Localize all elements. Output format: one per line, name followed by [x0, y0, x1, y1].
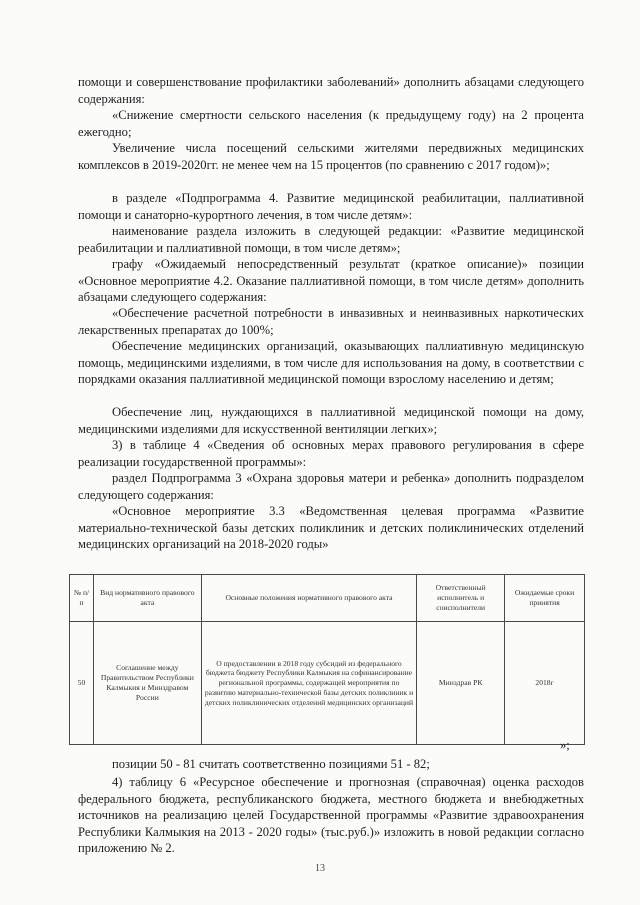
- table-row: [70, 622, 585, 745]
- cell-deadline: 2018г: [505, 622, 585, 745]
- paragraph-6: графу «Ожидаемый непосредственный результат (краткое описание)» позиции «Основное мероприятие 4.2. Оказание паллиативной помощи, в том числе детям» дополнить абзацами следующего содержания:: [78, 257, 584, 304]
- paragraph-8: Обеспечение медицинских организаций, оказывающих паллиативную медицинскую помощь, медицинскими изделиями, в том числе для использования на дому, в соответствии с порядками оказания паллиативной медицинской помощи взрослому населению и детям;: [78, 339, 584, 386]
- paragraph-3: Увеличение числа посещений сельскими жителями передвижных медицинских комплексов в 2019-2020гг. не менее чем на 15 процентов (по сравнению с 2017 годом)»;: [78, 141, 584, 172]
- legal-measures-table: [69, 574, 585, 745]
- header-number: № п/п: [70, 575, 94, 622]
- table-header-row: [70, 575, 585, 622]
- header-provisions: Основные положения нормативного правового акта: [201, 575, 416, 622]
- paragraph-1: помощи и совершенствование профилактики заболеваний» дополнить абзацами следующего содержания:: [78, 75, 584, 106]
- paragraph-14: 4) таблицу 6 «Ресурсное обеспечение и прогнозная (справочная) оценка расходов федерального бюджета, республиканского бюджета, местного бюджета и внебюджетных источников на реализацию целей Государственной программы «Развитие здравоохранения Республики Калмыкия на 2013 - 2020 годы» (тыс.руб.)» изложить в новой редакции согласно приложению № 2.: [78, 775, 584, 855]
- paragraph-11: раздел Подпрограмма 3 «Охрана здоровья матери и ребенка» дополнить подразделом следующего содержания:: [78, 471, 584, 502]
- header-act-type: Вид нормативного правового акта: [93, 575, 201, 622]
- page-number: 13: [315, 863, 325, 874]
- header-executor: Ответственный исполнитель и соисполнители: [417, 575, 505, 622]
- paragraph-2: «Снижение смертности сельского населения (к предыдущему году) на 2 процента ежегодно;: [78, 108, 584, 139]
- header-deadline: Ожидаемые сроки принятия: [505, 575, 585, 622]
- paragraph-4: в разделе «Подпрограмма 4. Развитие медицинской реабилитации, паллиативной помощи и санаторно-курортного лечения, в том числе детям»:: [78, 191, 584, 222]
- paragraph-12: «Основное мероприятие 3.3 «Ведомственная целевая программа «Развитие материально-технической базы детских поликлиник и детских поликлинических отделений медицинских организаций на 2018-2020 годы»: [78, 504, 584, 551]
- cell-executor: Минздрав РК: [417, 622, 505, 745]
- cell-provisions: О предоставлении в 2018 году субсидий из федерального бюджета бюджету Республики Калмыкия на софинансирование региональной программы, содержащей мероприятия по развитию материально-технической базы детских поликлиник и детских поликлинических отделений медицинских организаций: [201, 622, 416, 745]
- paragraph-9: Обеспечение лиц, нуждающихся в паллиативной медицинской помощи на дому, медицинскими изделиями для искусственной вентиляции легких»;: [78, 405, 584, 436]
- paragraph-7: «Обеспечение расчетной потребности в инвазивных и неинвазивных наркотических лекарственных препаратах до 100%;: [78, 306, 584, 337]
- cell-act-type: Соглашение между Правительством Республики Калмыкия и Минздравом России: [93, 622, 201, 745]
- paragraph-10: 3) в таблице 4 «Сведения об основных мерах правового регулирования в сфере реализации государственной программы»:: [78, 438, 584, 469]
- paragraph-13: позиции 50 - 81 считать соответственно позициями 51 - 82;: [112, 757, 430, 771]
- cell-number: 50: [70, 622, 94, 745]
- paragraph-5: наименование раздела изложить в следующей редакции: «Развитие медицинской реабилитации и паллиативной помощи, в том числе детям»;: [78, 224, 584, 255]
- table-closing-quote: »;: [560, 738, 570, 752]
